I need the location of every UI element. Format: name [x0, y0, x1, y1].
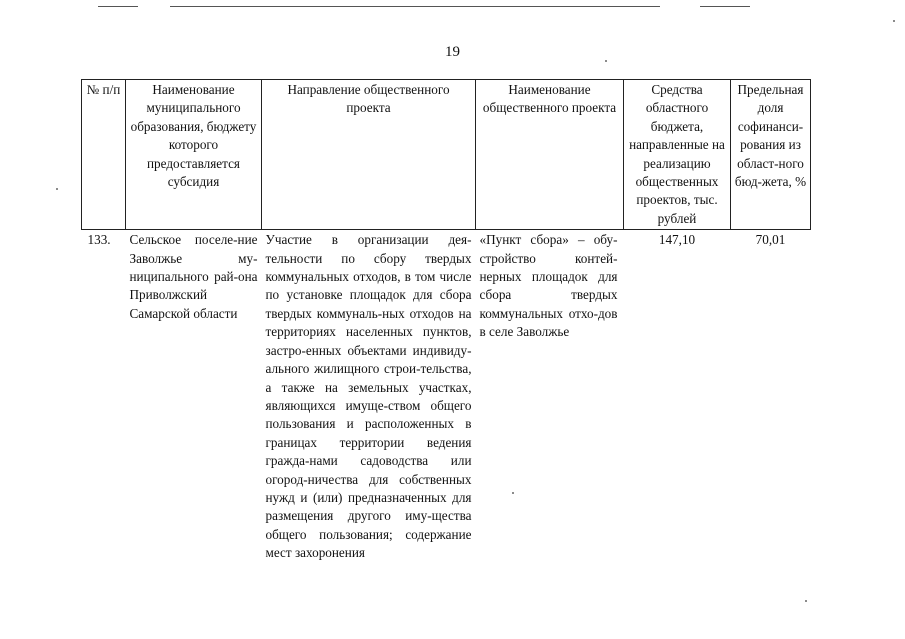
scan-speck [56, 188, 58, 190]
header-funds: Средства областного бюджета, направленные на реализацию общественных проектов, тыс. рублей [624, 80, 731, 230]
row-share: 70,01 [755, 232, 786, 248]
header-number: № п/п [82, 80, 126, 230]
header-direction: Направление общественного проекта [262, 80, 476, 230]
row-project-name: «Пункт сбора» – обу-стройство контей-нерных площадок для сбора твердых коммунальных отхо-дов в селе Заволжье [479, 232, 618, 340]
subsidy-table [81, 79, 811, 563]
table-header [82, 80, 811, 230]
table-body [82, 230, 811, 563]
scan-line [98, 6, 138, 7]
header-municipality: Наименование муниципального образования, бюджету которого предоставляется субсидия [126, 80, 262, 230]
scan-line [170, 6, 660, 7]
page-number: 19 [445, 44, 460, 60]
header-project-name: Наименование общественного проекта [476, 80, 624, 230]
header-row [82, 80, 811, 230]
row-number: 133. [87, 232, 111, 248]
header-share: Предельная доля софинанси-рования из област-ного бюд-жета, % [731, 80, 811, 230]
table-row [82, 230, 811, 563]
row-direction: Участие в организации дея-тельности по сбору твердых коммунальных отходов, в том числе по установке площадок для сбора твердых коммуналь-ных отходов на территориях населенных пунктов, застро-енных объектами индивиду-ального жилищного строи-тельства, а также на земельных участках, являющихся имуще-ством общего пользования и расположенных в границах территории ведения гражда-нами садоводства или огород-ничества для собственных нужд и (или) предназначенных для размещения другого иму-щества общего пользования; содержание мест захоронения [265, 232, 472, 561]
row-municipality: Сельское поселе-ние Заволжье му-ниципального рай-она Приволжский Самарской области [129, 232, 258, 321]
scan-speck [893, 20, 895, 22]
scan-line [700, 6, 750, 7]
scan-speck [805, 600, 807, 602]
row-funds: 147,10 [658, 232, 696, 248]
